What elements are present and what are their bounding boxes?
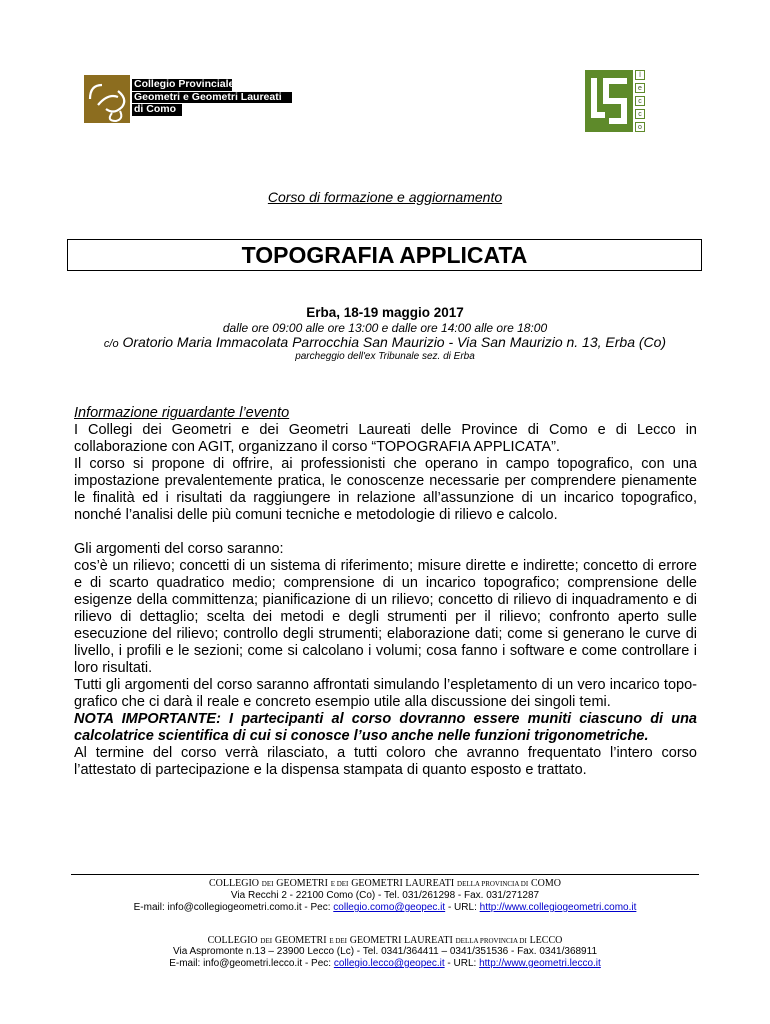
course-date: Erba, 18-19 maggio 2017 <box>306 305 464 320</box>
topics-intro: Gli argomenti del corso saranno: <box>74 541 284 557</box>
como-collegio-logo <box>84 75 294 123</box>
footer-lecco-address: Via Aspromonte n.13 – 23900 Lecco (Lc) - Tel. 0341/364411 – 0341/351536 - Fax. 0341/368911 <box>172 946 598 957</box>
footer-lecco-org: COLLEGIO DEI GEOMETRI E DEI GEOMETRI LAUREATI DELLA PROVINCIA DI LECCO <box>207 935 563 946</box>
paragraph-simulation: Tutti gli argomenti del corso saranno affrontati simulando l’espletamento di un vero incarico topo-grafico che ci darà il reale e concreto esempio utile alla discussione dei singoli temi. <box>74 677 697 710</box>
lecco-letter: c <box>635 109 645 119</box>
event-information <box>74 405 697 779</box>
lecco-collegio-logo <box>585 70 645 132</box>
como-pec-link[interactable]: collegio.como@geopec.it <box>333 902 446 913</box>
cg-monogram-icon <box>84 75 130 123</box>
como-logo-line-3: di Como <box>132 104 182 116</box>
como-url-link[interactable]: http://www.collegiogeometri.como.it <box>479 902 637 913</box>
como-logo-line-1: Collegio Provinciale <box>134 78 235 90</box>
lecco-monogram-icon <box>585 70 633 132</box>
lecco-pec-link[interactable]: collegio.lecco@geopec.it <box>333 958 445 969</box>
course-subtitle: Corso di formazione e aggiornamento <box>267 189 503 205</box>
important-note: NOTA IMPORTANTE: I partecipanti al corso dovranno essere muniti ciascuno di una calcolatrice scientifica di cui si conosce l’uso anche nelle funzioni trigonometriche. <box>74 711 697 744</box>
footer-como-org: COLLEGIO DEI GEOMETRI E DEI GEOMETRI LAUREATI DELLA PROVINCIA DI COMO <box>209 878 561 889</box>
venue-prefix: c/o <box>103 338 119 350</box>
topics-list: cos’è un rilievo; concetti di un sistema di riferimento; misure dirette e indirette; concetto di errore e di scarto quadratico medio; comprensione di un incarico topografico; comprensione delle esigenze della committenza; pianificazione di un rilievo; concetto di rilievo di inquadramento e di rilievo di dettaglio; scelta dei metodi e degli strumenti per il rilievo; confronto aperto sulle esecuzione del rilievo; controllo degli strumenti; elaborazione dati; come si generano le curve di livello, i profili e le sezioni; come si calcolano i volumi; cosa fanno i software e come controllare i loro risultati. <box>74 558 697 676</box>
paragraph-certificate: Al termine del corso verrà rilasciato, a tutti coloro che avranno frequentato l’intero corso l’attestato di partecipazione e la dispensa stampata di quanto esposto e trattato. <box>74 745 697 778</box>
course-parking: parcheggio dell'ex Tribunale sez. di Erba <box>295 351 475 362</box>
paragraph-intro: I Collegi dei Geometri e dei Geometri Laureati delle Province di Como e di Lecco in collaborazione con AGIT, organizzano il corso “TOPOGRAFIA APPLICATA”. <box>74 422 697 455</box>
course-hours: dalle ore 09:00 alle ore 13:00 e dalle ore 14:00 alle ore 18:00 <box>222 321 548 335</box>
section-heading: Informazione riguardante l’evento <box>74 405 290 421</box>
lecco-letter: c <box>635 96 645 106</box>
footer-como-contacts: E-mail: info@collegiogeometri.como.it - Pec: collegio.como@geopec.it - URL: http://www.collegiogeometri.como.it <box>133 902 637 913</box>
course-venue <box>0 334 770 350</box>
course-title: TOPOGRAFIA APPLICATA <box>241 242 528 268</box>
lecco-letter: e <box>635 83 645 93</box>
footer-lecco-contacts: E-mail: info@geometri.lecco.it - Pec: collegio.lecco@geopec.it - URL: http://www.geometri.lecco.it <box>169 958 601 969</box>
footer-como-address: Via Recchi 2 - 22100 Como (Co) - Tel. 031/261298 - Fax. 031/271287 <box>230 890 540 901</box>
como-logo-line-2: Geometri e Geometri Laureati <box>132 92 292 104</box>
footer-divider <box>71 874 699 875</box>
paragraph-purpose: Il corso si propone di offrire, ai professionisti che operano in campo topografico, con una impostazione prevalentemente pratica, le conoscenze necessarie per comprendere pienamente le finalità ed i risultati da raggiungere in relazione all’assunzione di un incarico topografico, nonché l’analisi delle più comuni tecniche e metodologie di rilievo e calcolo. <box>74 456 697 523</box>
course-title-box <box>67 239 702 271</box>
venue-text: Oratorio Maria Immacolata Parrocchia San Maurizio - Via San Maurizio n. 13, Erba (Co) <box>122 334 667 350</box>
lecco-url-link[interactable]: http://www.geometri.lecco.it <box>479 958 601 969</box>
lecco-letter: l <box>635 70 645 80</box>
lecco-letter: o <box>635 122 645 132</box>
